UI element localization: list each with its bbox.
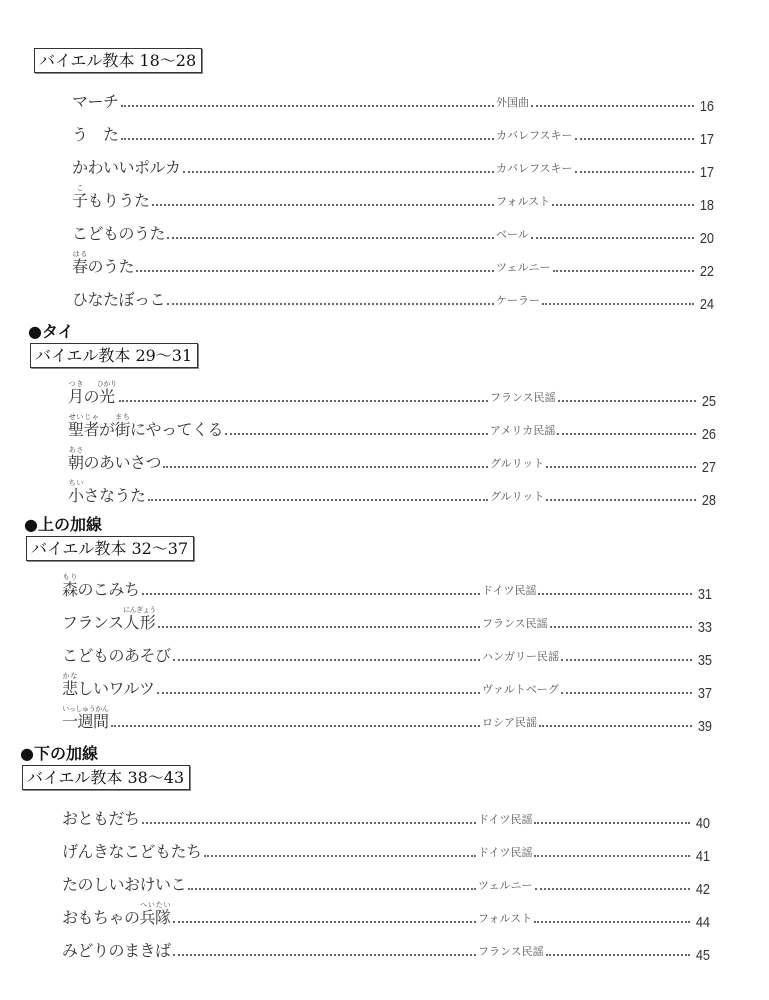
song-title [62,872,186,895]
dot-leader [575,138,694,140]
page-number: 35 [697,652,712,669]
composer: フランス民謡 [490,391,556,404]
ruby-reading: にんぎょう [123,606,156,614]
dot-leader [188,888,476,890]
composer: ドイツ民謡 [478,846,533,859]
page-number: 22 [699,263,714,280]
toc-entry[interactable] [22,796,710,832]
song-title [68,479,146,506]
page-number: 28 [701,492,716,509]
lesson-range-label: バイエル教本 38～43 [22,765,190,790]
dot-leader [173,921,476,923]
furigana-word [72,250,88,276]
furigana-word [97,380,117,406]
song-title [62,606,156,633]
furigana-word [114,413,131,439]
title-group [62,672,482,699]
dot-leader [534,921,690,923]
dot-leader [561,692,692,694]
ruby-reading: ひかり [97,380,117,388]
song-title [72,184,150,211]
dot-leader [142,822,476,824]
toc-entries [26,567,712,735]
toc-entry[interactable] [34,211,714,247]
dot-leader [553,270,694,272]
dot-leader [121,138,494,140]
title-group [72,122,496,145]
song-title [62,672,155,699]
section-heading: ●下の加線 [20,744,98,763]
dot-leader [552,204,694,206]
ruby-base: 悲 [62,679,78,698]
ruby-reading: ちい [68,479,84,487]
song-title [62,901,171,928]
song-title [68,413,223,440]
toc-entry[interactable] [22,862,710,898]
dot-leader [542,303,694,305]
title-group [68,380,490,407]
page-number: 37 [697,685,712,702]
title-group [68,479,490,506]
toc-entry[interactable] [34,145,714,181]
composer: グルリット [490,490,545,503]
toc-entries [30,374,716,509]
dot-leader [148,499,488,501]
ruby-reading: つき [68,380,84,388]
song-title [72,250,134,277]
title-text: の [83,387,100,406]
ruby-base: 一週間 [62,712,109,731]
dot-leader [534,822,690,824]
dot-leader [225,433,488,435]
title-group [62,573,482,600]
ruby-reading: はる [72,250,88,258]
dot-leader [157,692,480,694]
title-text: う た [72,125,119,144]
composer: ドイツ民謡 [482,584,537,597]
ruby-base: 月 [68,387,84,406]
title-group [72,89,496,112]
composer: フランス民謡 [478,945,544,958]
furigana-word [68,479,84,505]
page-number: 24 [699,296,714,313]
section-bayer-18-28 [34,48,714,313]
lesson-range-label: バイエル教本 29～31 [30,343,198,368]
title-text: のうた [87,257,135,276]
toc-entry[interactable] [22,829,710,865]
toc-entry[interactable] [34,112,714,148]
dot-leader [111,725,480,727]
page-number: 27 [701,459,716,476]
composer: ベール [496,228,529,241]
furigana-word [62,573,78,599]
lesson-range-box [22,765,710,790]
page-number: 26 [701,426,716,443]
title-group [68,413,490,440]
composer: ロシア民謡 [482,716,537,729]
song-title [68,446,161,473]
page-number: 33 [697,619,712,636]
furigana-word [139,901,171,927]
page-number: 41 [695,848,710,865]
section-tie [28,321,716,509]
title-group [62,938,478,961]
title-group [62,872,478,895]
dot-leader [136,270,494,272]
dot-leader [121,105,494,107]
title-text: おもちゃの [62,908,140,927]
section-heading: ●上の加線 [24,515,102,534]
dot-leader [158,626,480,628]
composer: ドイツ民謡 [478,813,533,826]
title-text: のあいさつ [83,453,162,472]
dot-leader [546,466,696,468]
title-group [62,606,482,633]
song-title [62,806,140,829]
song-title [62,705,109,732]
lesson-range-box [30,343,716,368]
title-group [72,287,496,310]
toc-entry[interactable] [34,244,714,280]
toc-entry[interactable] [26,567,712,603]
dot-leader [546,954,690,956]
title-group [72,221,496,244]
title-group [72,155,496,178]
dot-leader [173,954,476,956]
furigana-word [68,446,84,472]
page-number: 40 [695,815,710,832]
ruby-base: 朝 [68,453,84,472]
title-text: たのしいおけいこ [62,875,187,894]
page-number: 17 [699,164,714,181]
toc-entry[interactable] [34,79,714,115]
title-group [62,705,482,732]
lesson-range-box [26,536,712,561]
toc-entry[interactable] [26,699,712,735]
composer: ハンガリー民謡 [482,650,559,663]
ruby-base: 春 [72,257,88,276]
furigana-word [68,380,84,406]
title-group [68,446,490,473]
section-lower-ledger-lines [20,743,710,964]
section-upper-ledger-lines [24,514,712,735]
title-text: マーチ [72,92,119,111]
toc-entry[interactable] [30,407,716,443]
composer: ヴァルトベーグ [482,683,559,696]
ruby-reading: あさ [68,446,84,454]
furigana-word [72,184,88,210]
song-title [72,221,165,244]
ruby-base: 子 [72,191,88,210]
toc-entry[interactable] [26,666,712,702]
dot-leader [539,725,692,727]
page-number: 20 [699,230,714,247]
dot-leader [167,237,494,239]
ruby-base: 兵隊 [139,908,171,927]
ruby-base: 街 [114,420,131,439]
dot-leader [204,855,476,857]
title-text: こどものあそび [62,646,171,665]
page-number: 39 [697,718,712,735]
page-number: 42 [695,881,710,898]
toc-entries [22,796,710,964]
composer: 外国曲 [496,96,529,109]
ruby-reading: もり [62,573,78,581]
song-title [62,839,202,862]
dot-leader [183,171,494,173]
toc-entry[interactable] [30,440,716,476]
toc-entry[interactable] [26,633,712,669]
title-group [72,250,496,277]
title-text: のこみち [77,580,140,599]
dot-leader [557,433,696,435]
page-number: 17 [699,131,714,148]
title-text: げんきなこどもたち [62,842,202,861]
composer: フォルスト [496,195,551,208]
dot-leader [531,105,694,107]
song-title [72,155,181,178]
composer: ツェルニー [478,879,533,892]
toc-entry[interactable] [26,600,712,636]
composer: グルリット [490,457,545,470]
song-title [68,380,117,407]
title-text: かわいいポルカ [72,158,181,177]
ruby-reading: へいたい [139,901,171,909]
page-number: 44 [695,914,710,931]
section-heading: ●タイ [28,322,74,341]
ruby-reading: いっしゅうかん [62,705,109,713]
page-number: 25 [701,393,716,410]
furigana-word [62,672,78,698]
title-text: しいワルツ [77,679,155,698]
title-text: おともだち [62,809,140,828]
toc-entry[interactable] [22,928,710,964]
dot-leader [119,400,488,402]
composer: フォルスト [478,912,533,925]
composer: ツェルニー [496,261,551,274]
toc-entry[interactable] [34,178,714,214]
song-title [62,573,140,600]
toc-entry[interactable] [30,473,716,509]
ruby-reading: まち [114,413,131,421]
composer: アメリカ民謡 [490,424,556,437]
composer: フランス民謡 [482,617,548,630]
lesson-range-box [34,48,714,73]
dot-leader [575,171,694,173]
lesson-range-label: バイエル教本 32～37 [26,536,194,561]
dot-leader [163,466,488,468]
dot-leader [538,593,692,595]
page-number: 31 [697,586,712,603]
page-number: 18 [699,197,714,214]
dot-leader [558,400,696,402]
dot-leader [167,303,494,305]
lesson-range-label: バイエル教本 18～28 [34,48,202,73]
furigana-word [123,606,156,632]
ruby-base: 聖者 [68,420,100,439]
ruby-reading: せいじゃ [68,413,100,421]
song-title [72,287,165,310]
ruby-reading: こ [72,184,88,192]
song-title [62,938,171,961]
page-number: 16 [699,98,714,115]
title-group [72,184,496,211]
dot-leader [534,855,690,857]
dot-leader [535,888,690,890]
ruby-base: 小 [68,486,84,505]
ruby-base: 森 [62,580,78,599]
title-text: こどものうた [72,224,166,243]
title-group [62,901,478,928]
dot-leader [142,593,480,595]
composer: カバレフスキー [496,162,573,175]
title-text: フランス [62,613,124,632]
title-group [62,839,478,862]
ruby-reading: かな [62,672,78,680]
dot-leader [531,237,694,239]
song-title [72,122,119,145]
ruby-base: 光 [97,387,117,406]
title-text: もりうた [87,191,150,210]
toc-entry[interactable] [30,374,716,410]
title-group [62,806,478,829]
composer: カバレフスキー [496,129,573,142]
toc-entry[interactable] [22,895,710,931]
title-text: みどりのまきば [62,941,171,960]
composer: ケーラー [496,294,540,307]
toc-entry[interactable] [34,277,714,313]
title-text: ひなたぼっこ [72,290,166,309]
dot-leader [546,499,696,501]
song-title [62,643,171,666]
dot-leader [561,659,692,661]
dot-leader [550,626,692,628]
toc-entries [34,79,714,313]
title-text: が [99,420,115,439]
furigana-word [62,705,109,731]
title-group [62,643,482,666]
dot-leader [173,659,480,661]
title-text: さなうた [83,486,146,505]
furigana-word [68,413,100,439]
dot-leader [152,204,494,206]
ruby-base: 人形 [123,613,156,632]
page-number: 45 [695,947,710,964]
title-text: にやってくる [130,420,224,439]
song-title [72,89,119,112]
